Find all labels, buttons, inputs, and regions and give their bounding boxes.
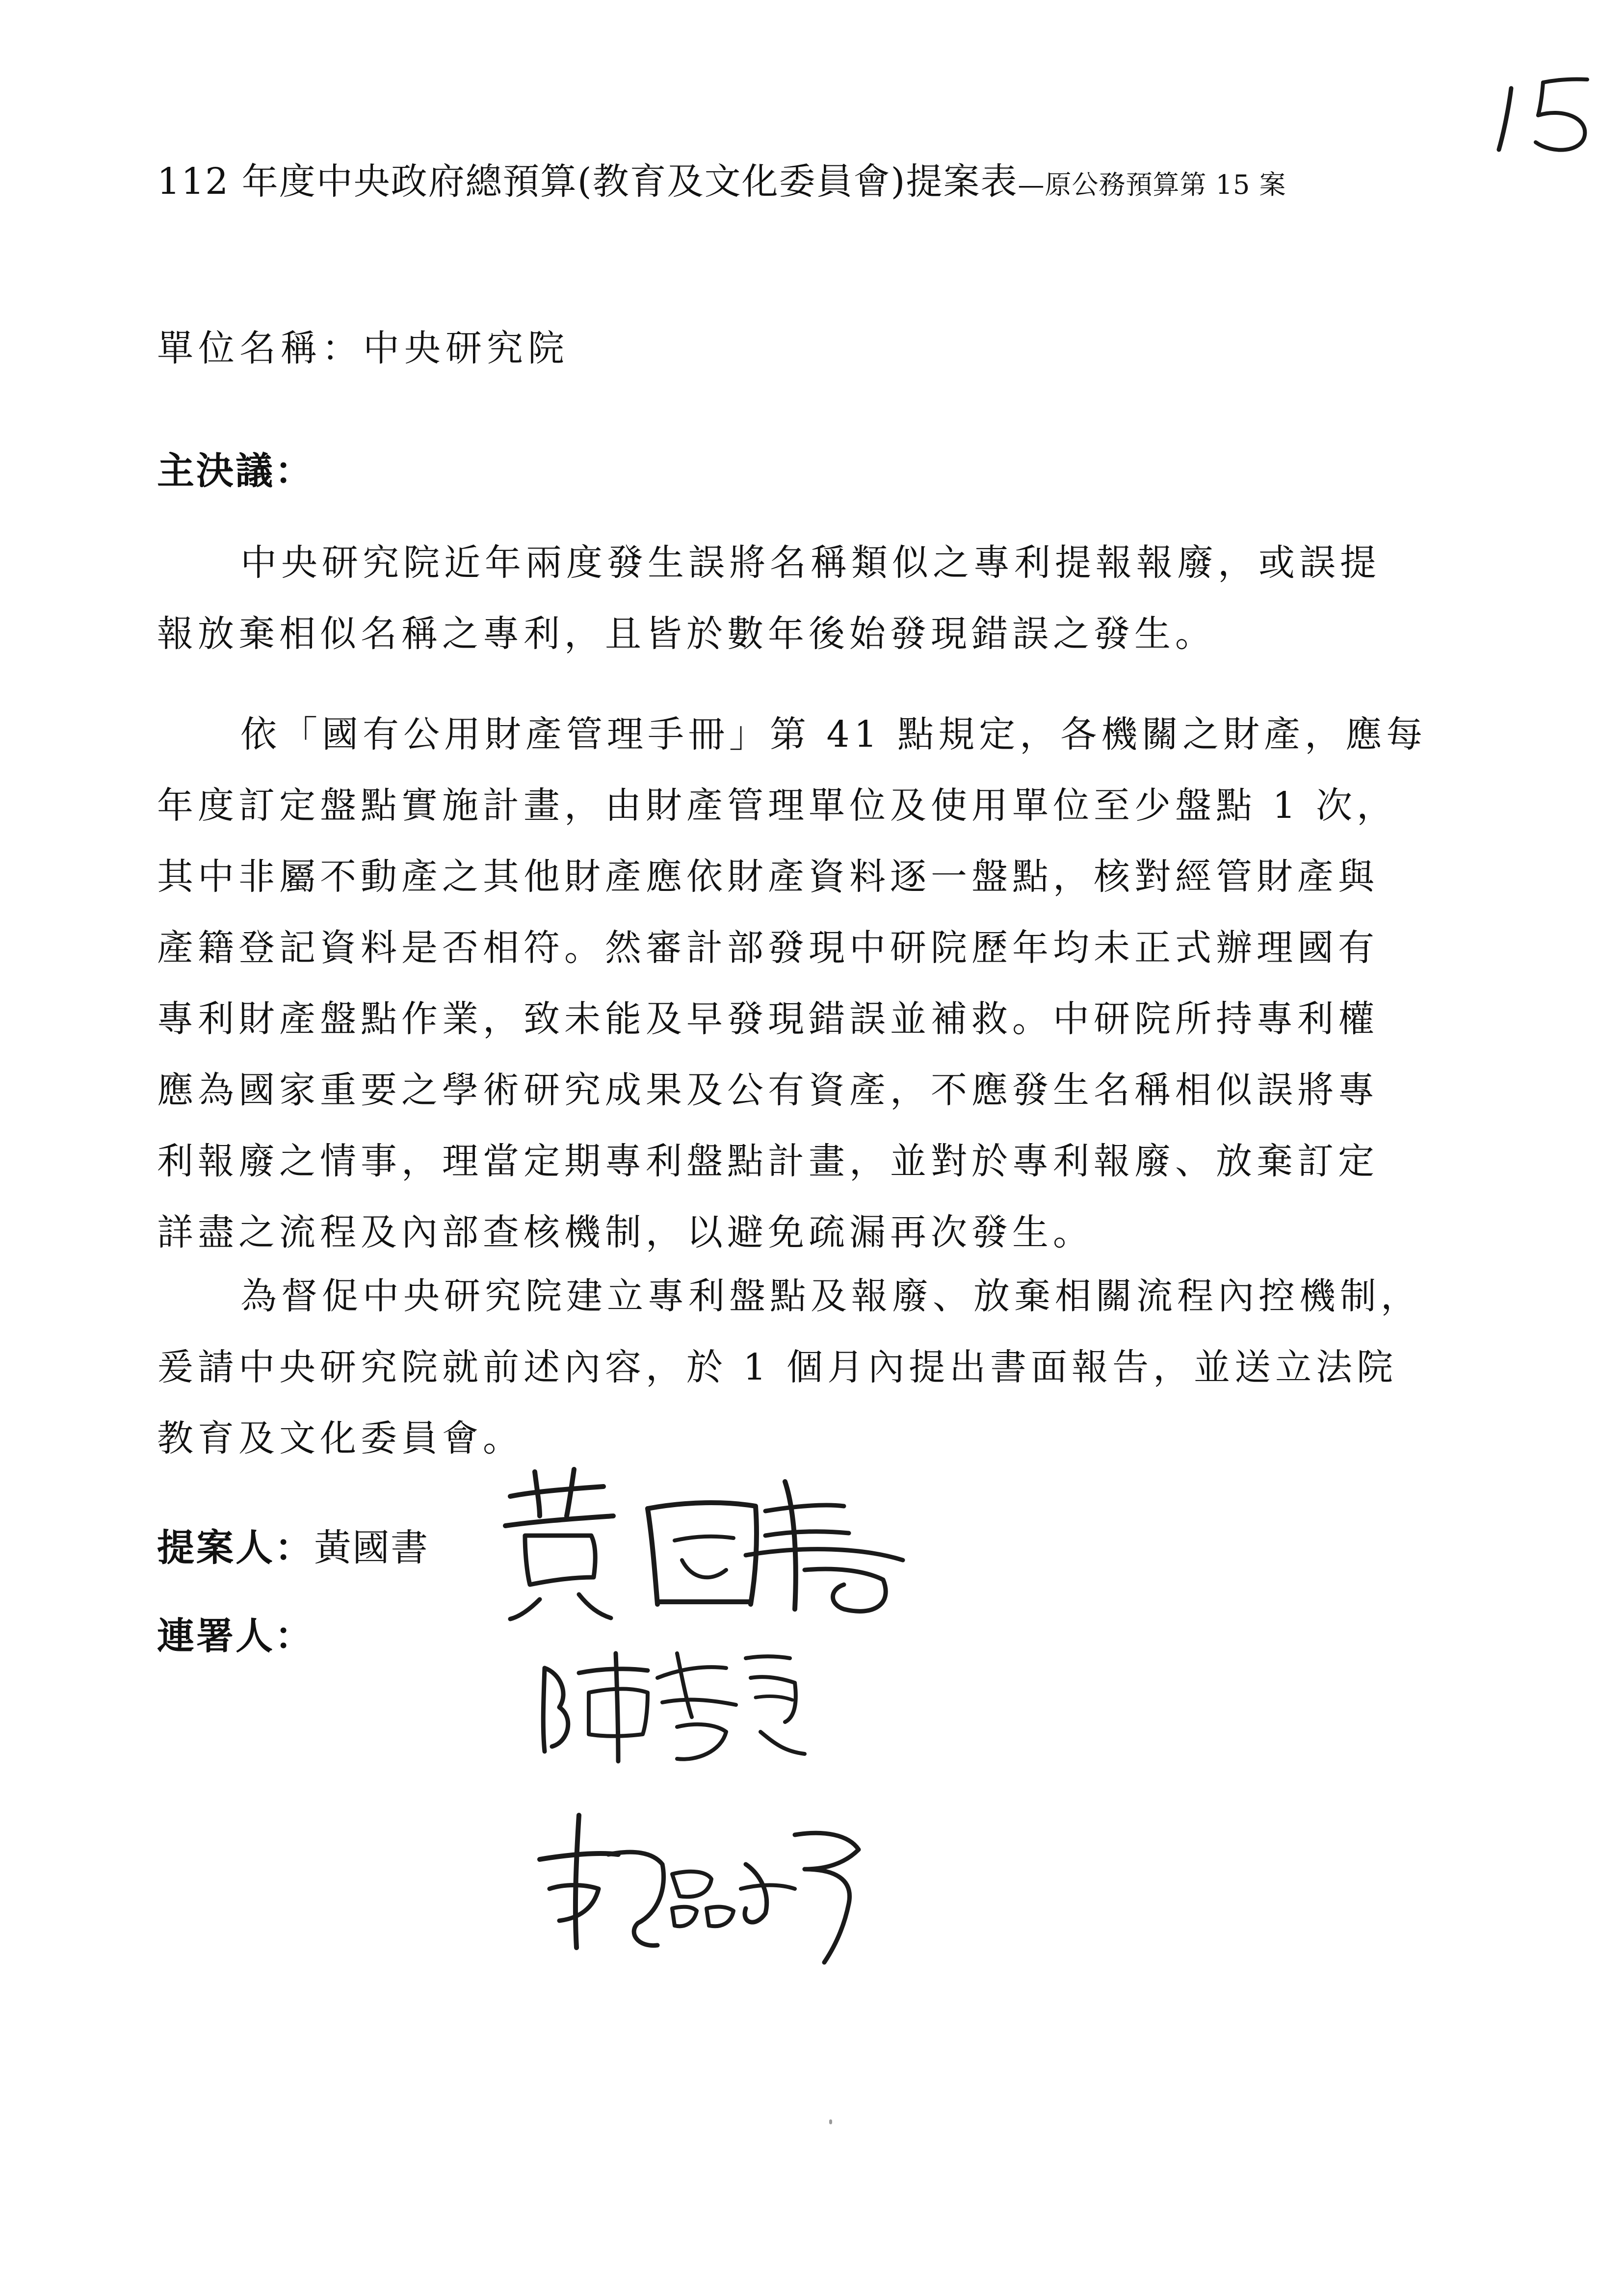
paragraph-line: 利報廢之情事，理當定期專利盤點計畫，並對於專利報廢、放棄訂定	[157, 1140, 1379, 1182]
paragraph-line: 產籍登記資料是否相符。然審計部發現中研院歷年均未正式辦理國有	[157, 927, 1379, 969]
paragraph-line: 專利財產盤點作業，致未能及早發現錯誤並補救。中研院所持專利權	[157, 998, 1379, 1040]
paragraph-line: 為督促中央研究院建立專利盤點及報廢、放棄相關流程內控機制，	[240, 1275, 1421, 1317]
resolution-paragraph-3	[157, 1261, 1492, 1474]
unit-name-value: 中央研究院	[363, 327, 569, 369]
cosigner-label: 連署人：	[157, 1614, 314, 1658]
cosigner-line	[157, 1609, 314, 1663]
proposer-line	[157, 1521, 429, 1575]
proposer-signature	[491, 1462, 932, 1624]
proposer-label: 提案人：	[157, 1526, 314, 1569]
resolution-paragraph-1	[157, 527, 1492, 670]
cosigner-signature-1	[530, 1639, 824, 1766]
paragraph-line: 報放棄相似名稱之專利，且皆於數年後始發現錯誤之發生。	[157, 613, 1216, 655]
document-title	[157, 155, 1531, 212]
resolution-heading: 主決議：	[157, 449, 314, 493]
cosigner-signature-2	[530, 1805, 883, 1967]
paragraph-line: 中央研究院近年兩度發生誤將名稱類似之專利提報報廢，或誤提	[240, 542, 1381, 584]
paragraph-line: 教育及文化委員會。	[157, 1417, 524, 1460]
document-title-main: 112 年度中央政府總預算(教育及文化委員會)提案表	[157, 160, 1018, 203]
handwritten-page-number	[1489, 74, 1607, 157]
unit-name-label: 單位名稱：	[157, 327, 363, 369]
scan-speck	[829, 2119, 832, 2124]
unit-name-line	[157, 321, 569, 375]
paragraph-line: 依「國有公用財產管理手冊」第 41 點規定，各機關之財產，應每	[240, 713, 1427, 756]
paragraph-line: 年度訂定盤點實施計畫，由財產管理單位及使用單位至少盤點 1 次，	[157, 784, 1398, 827]
paragraph-line: 應為國家重要之學術研究成果及公有資產，不應發生名稱相似誤將專	[157, 1069, 1379, 1111]
paragraph-line: 詳盡之流程及內部查核機制，以避免疏漏再次發生。	[157, 1211, 1094, 1253]
paragraph-line: 爰請中央研究院就前述內容，於 1 個月內提出書面報告，並送立法院	[157, 1346, 1398, 1388]
resolution-paragraph-2	[157, 699, 1492, 1268]
paragraph-line: 其中非屬不動產之其他財產應依財產資料逐一盤點，核對經管財產與	[157, 856, 1379, 898]
document-title-suffix: —原公務預算第 15 案	[1018, 169, 1286, 200]
proposer-name: 黃國書	[314, 1526, 429, 1569]
